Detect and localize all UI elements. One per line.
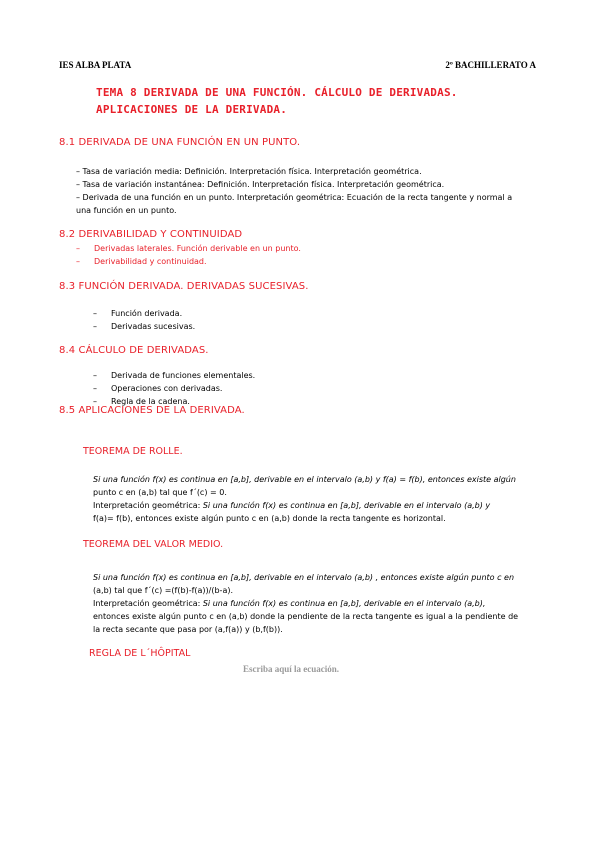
hopital-heading: REGLA DE L´HÔPITAL [89, 648, 191, 659]
dash-bullet: – [76, 257, 80, 266]
rolle-line: f(a)= f(b), entonces existe algún punto c en (a,b) donde la recta tangente es horizontal. [93, 514, 446, 523]
interpretation-text: Si una función f(x) es continua en [a,b], derivable en el intervalo (a,b) y [200, 501, 491, 510]
header-course: 2º BACHILLERATO A [445, 60, 536, 70]
mvt-heading: TEOREMA DEL VALOR MEDIO. [83, 539, 224, 550]
list-item-text: Derivada de funciones elementales. [111, 371, 256, 380]
section-8-2-heading: 8.2 DERIVABILIDAD Y CONTINUIDAD [59, 229, 243, 240]
mvt-line: (a,b) tal que f´(c) =(f(b)-f(a))/(b-a). [93, 586, 234, 595]
mvt-line: entonces existe algún punto c en (a,b) donde la pendiente de la recta tangente es igual a la pendiente de [93, 612, 519, 621]
dash-bullet: – [76, 244, 80, 253]
list-item: una función en un punto. [76, 206, 177, 215]
mvt-line: la recta secante que pasa por (a,f(a)) y (b,f(b)). [93, 625, 283, 634]
section-8-3-heading: 8.3 FUNCIÓN DERIVADA. DERIVADAS SUCESIVAS. [59, 281, 309, 292]
interpretation-text: Si una función f(x) es continua en [a,b], derivable en el intervalo (a,b), [200, 599, 486, 608]
document-title-line1: TEMA 8 DERIVADA DE UNA FUNCIÓN. CÁLCULO DE DERIVADAS. [96, 86, 458, 99]
list-item-text: Derivadas laterales. Función derivable en un punto. [94, 244, 301, 253]
list-item [93, 369, 255, 382]
rolle-statement [93, 473, 516, 525]
section-8-4-heading: 8.4 CÁLCULO DE DERIVADAS. [59, 345, 209, 356]
rolle-line: punto c en (a,b) tal que f´(c) = 0. [93, 488, 227, 497]
rolle-heading: TEOREMA DE ROLLE. [83, 446, 183, 457]
rolle-interpretation [93, 499, 516, 512]
list-item [76, 255, 207, 268]
list-item [93, 382, 222, 395]
list-item-text: Operaciones con derivadas. [111, 384, 223, 393]
section-8-1-heading: 8.1 DERIVADA DE UNA FUNCIÓN EN UN PUNTO. [59, 137, 301, 148]
interpretation-label: Interpretación geométrica: [93, 599, 201, 608]
dash-bullet: – [93, 309, 97, 318]
list-item [76, 242, 301, 255]
dash-bullet: – [93, 322, 97, 331]
list-item: – Derivada de una función en un punto. Interpretación geométrica: Ecuación de la recta tangente y normal a [76, 193, 513, 202]
list-item-text: Regla de la cadena. [111, 397, 190, 406]
equation-placeholder[interactable]: Escriba aquí la ecuación. [243, 664, 340, 674]
list-item: – Tasa de variación instantánea: Definición. Interpretación física. Interpretación geométrica. [76, 180, 445, 189]
list-item-text: Función derivada. [111, 309, 183, 318]
rolle-line: Si una función f(x) es continua en [a,b], derivable en el intervalo (a,b) y f(a) = f(b), entonces existe algún [93, 475, 516, 484]
interpretation-label: Interpretación geométrica: [93, 501, 201, 510]
dash-bullet: – [93, 384, 97, 393]
document-title-line2: APLICACIONES DE LA DERIVADA. [96, 103, 288, 116]
list-item-text: Derivadas sucesivas. [111, 322, 196, 331]
mvt-line: Si una función f(x) es continua en [a,b], derivable en el intervalo (a,b) , entonces existe algún punto c en [93, 573, 515, 582]
list-item: – Tasa de variación media: Definición. Interpretación física. Interpretación geométrica. [76, 167, 422, 176]
mvt-statement [93, 571, 518, 636]
dash-bullet: – [93, 397, 97, 406]
dash-bullet: – [93, 371, 97, 380]
list-item [93, 320, 195, 333]
list-item-text: Derivabilidad y continuidad. [94, 257, 207, 266]
mvt-interpretation [93, 597, 518, 610]
section-8-5-heading: 8.5 APLICACIONES DE LA DERIVADA. [59, 405, 245, 416]
header-school: IES ALBA PLATA [59, 60, 132, 70]
list-item [93, 307, 182, 320]
